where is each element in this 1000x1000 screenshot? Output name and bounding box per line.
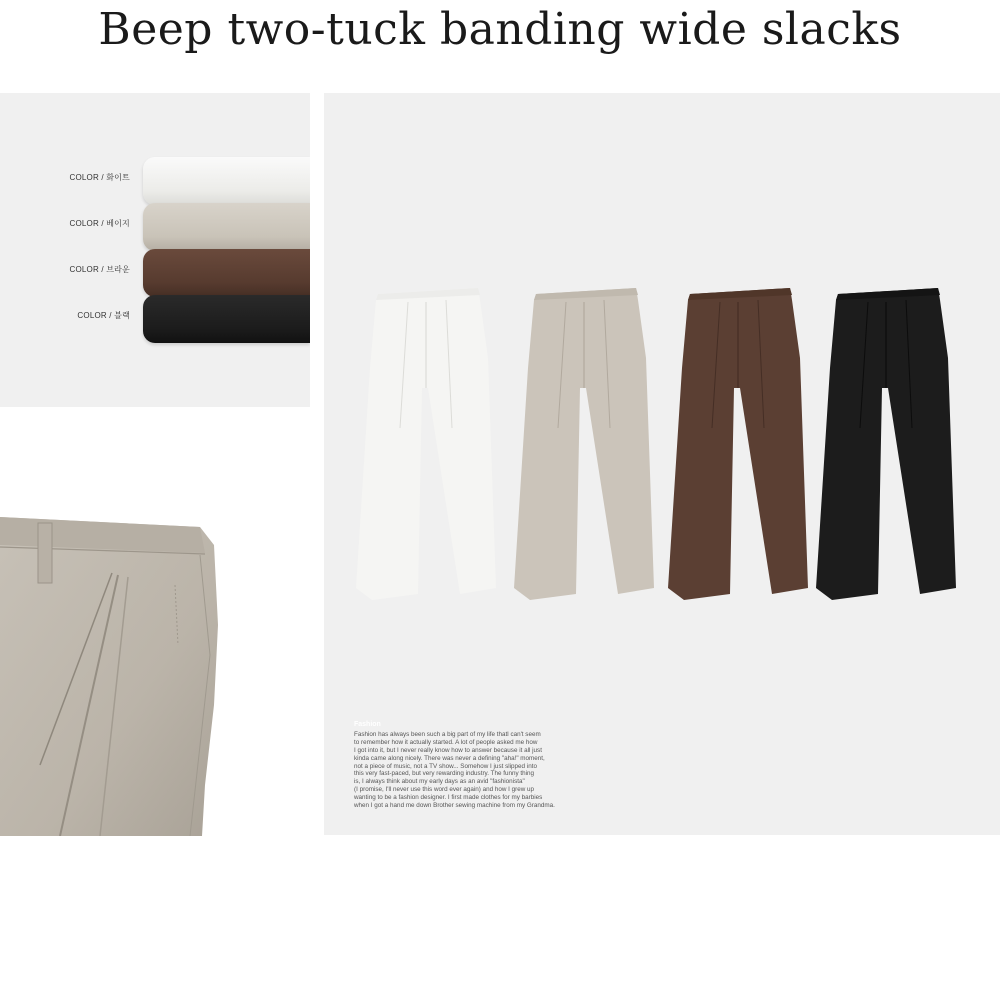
swatch-label: COLOR / 화이트 [69, 173, 130, 182]
fabric-swatch-black [143, 295, 310, 343]
description-title: Fashion [354, 721, 381, 728]
fashion-description [354, 721, 654, 810]
pants-black-image [816, 288, 956, 600]
description-line: (I promise, I'll never use this word ever again) and how I grew up [354, 786, 535, 794]
description-line: I got into it, but I never really know how to answer because it all just [354, 746, 542, 754]
color-swatch-panel [0, 93, 310, 407]
swatch-label: COLOR / 베이지 [69, 219, 130, 228]
swatch-label: COLOR / 블랙 [77, 311, 130, 320]
description-line: is, I always think about my early days as an avid "fashionista" [354, 778, 525, 786]
fabric-swatch-beige [143, 203, 310, 251]
description-line: when I got a hand me down Brother sewing machine from my Grandma. [354, 802, 555, 810]
description-line: not a piece of music, not a TV show... Somehow I just slipped into [354, 762, 537, 770]
description-line: kinda came along nicely. There was never a defining "aha!" moment, [354, 754, 545, 762]
description-line: to remember how it actually started. A lot of people asked me how [354, 738, 538, 746]
swatch-row-brown [0, 249, 310, 295]
pants-white-image [356, 288, 496, 600]
description-line: this very fast-paced, but very rewarding industry. The funny thing [354, 770, 535, 778]
fabric-swatch-white [143, 157, 310, 205]
lineup-photo-panel [324, 93, 1000, 835]
description-line: wanting to be a fashion designer. I first made clothes for my barbies [354, 794, 543, 802]
pleat-closeup-image [0, 505, 310, 836]
pants-beige-image [514, 288, 654, 600]
fabric-detail-photo [0, 505, 310, 836]
swatch-row-white [0, 157, 310, 203]
swatch-row-black [0, 295, 310, 341]
fabric-swatch-brown [143, 249, 310, 297]
description-line: Fashion has always been such a big part of my life thatl can't seem [354, 730, 541, 738]
page-title: Beep two-tuck banding wide slacks [98, 4, 902, 55]
swatch-row-beige [0, 203, 310, 249]
pants-brown-image [668, 288, 808, 600]
swatch-label: COLOR / 브라운 [69, 265, 130, 274]
